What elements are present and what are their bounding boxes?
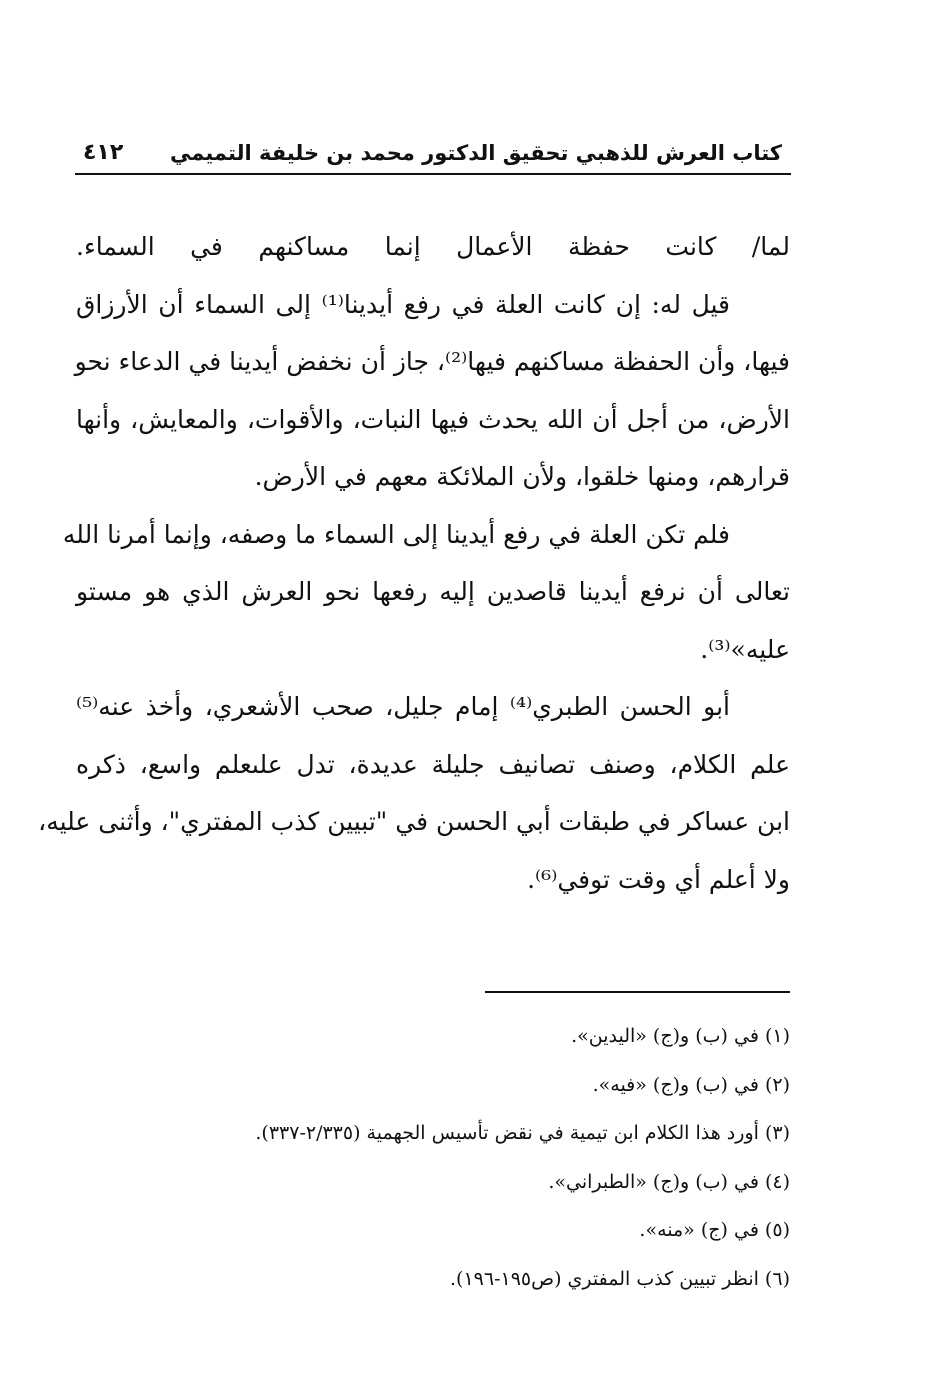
footnote: (٤) في (ب) و(ج) «الطبراني». xyxy=(548,1170,790,1193)
footnote: (١) في (ب) و(ج) «اليدين». xyxy=(571,1025,790,1047)
footnote: (٦) انظر تبيين كذب المفتري (ص١٩٥-١٩٦). xyxy=(449,1267,790,1290)
text-line: علم الكلام، وصنف تصانيف جليلة عديدة، تدل علىعلم واسع، ذكره xyxy=(76,749,790,779)
text-line: عليه»⁽³⁾. xyxy=(700,634,790,664)
page-header xyxy=(75,138,790,172)
running-title: كتاب العرش للذهبي تحقيق الدكتور محمد بن خليفة التميمي xyxy=(170,141,782,165)
footnotes xyxy=(100,1018,790,1309)
text-line: قيل له: إن كانت العلة في رفع أيدينا⁽¹⁾ إلى السماء أن الأرزاق xyxy=(76,289,730,319)
text-line: الأرض، من أجل أن الله يحدث فيها النبات، والأقوات، والمعايش، وأنها xyxy=(76,404,790,434)
text-line: فلم تكن العلة في رفع أيدينا إلى السماء ما وصفه، وإنما أمرنا الله xyxy=(62,519,730,549)
footnote: (٥) في (ج) «منه». xyxy=(639,1219,790,1241)
page-number: ٤١٢ xyxy=(83,140,124,165)
header-rule xyxy=(75,173,791,175)
footnote: (٢) في (ب) و(ج) «فيه». xyxy=(592,1073,790,1096)
text-line: تعالى أن نرفع أيدينا قاصدين إليه رفعها نحو العرش الذي هو مستو xyxy=(76,577,790,606)
text-line: فيها، وأن الحفظة مساكنهم فيها⁽²⁾، جاز أن نخفض أيدينا في الدعاء نحو xyxy=(74,347,790,376)
text-line: ابن عساكر في طبقات أبي الحسن في "تبيين كذب المفتري"، وأثنى عليه، xyxy=(38,807,790,836)
main-text xyxy=(38,218,790,908)
footnote: (٣) أورد هذا الكلام ابن تيمية في نقض تأسيس الجهمية (٢/٣٣٥-٣٣٧). xyxy=(255,1122,790,1144)
text-line: قرارهم، ومنها خلقوا، ولأن الملائكة معهم في الأرض. xyxy=(254,462,790,491)
text-line: أبو الحسن الطبري⁽⁴⁾ إمام جليل، صحب الأشعري، وأخذ عنه⁽⁵⁾ xyxy=(76,692,730,721)
text-line: ولا أعلم أي وقت توفي⁽⁶⁾. xyxy=(527,864,790,894)
text-line: لما/ كانت حفظة الأعمال إنما مساكنهم في السماء. xyxy=(76,232,790,261)
footnote-separator xyxy=(485,991,790,993)
